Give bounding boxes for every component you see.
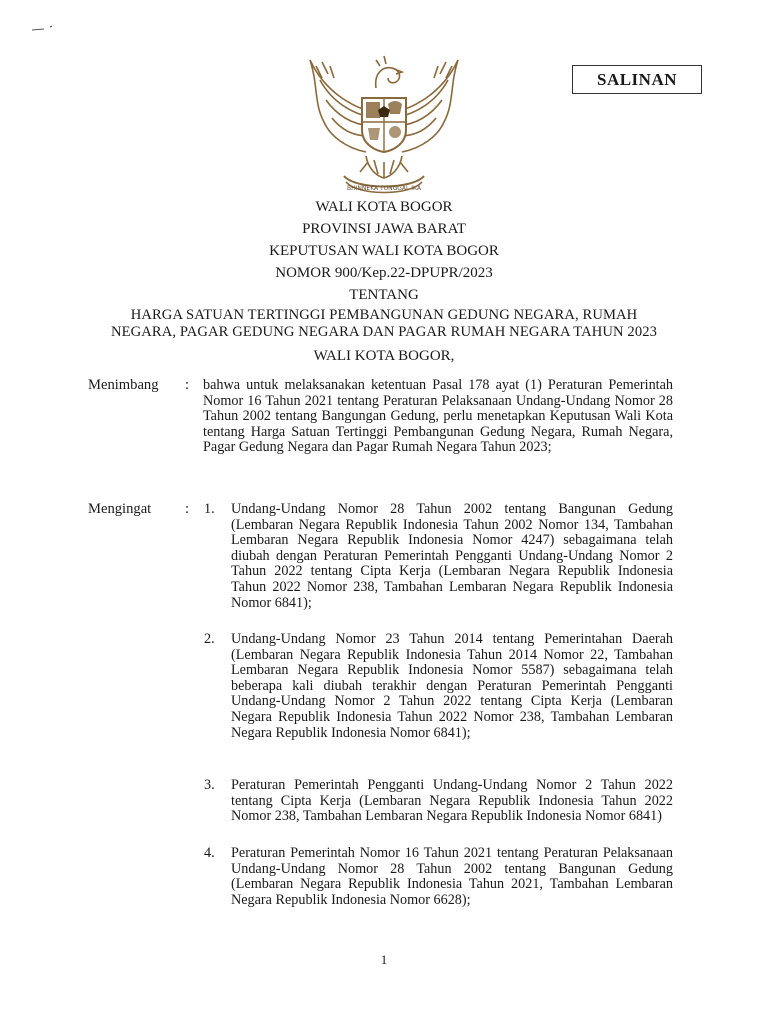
list-item-number: 3. [204,777,215,793]
header-decree: KEPUTUSAN WALI KOTA BOGOR [269,243,499,259]
menimbang-colon: : [185,377,190,393]
mengingat-colon: : [185,501,190,517]
header-about: TENTANG [349,287,419,303]
garuda-emblem-icon [296,44,472,200]
title-line-2: NEGARA, PAGAR GEDUNG NEGARA DAN PAGAR RUMAH NEGARA TAHUN 2023 [110,324,658,340]
authority-line: WALI KOTA BOGOR, [313,348,455,364]
page-number: 1 [380,952,388,967]
svg-text:BHINNEKA TUNGGAL IKA: BHINNEKA TUNGGAL IKA [347,185,421,192]
scan-speck [30,24,58,32]
list-item-number: 4. [204,845,215,861]
header-number: NOMOR 900/Kep.22-DPUPR/2023 [275,265,493,281]
list-item-text: Undang-Undang Nomor 28 Tahun 2002 tentang Bangunan Gedung (Lembaran Negara Republik Indonesia Tahun 2002 Nomor 134, Tambahan Lembaran Negara Republik Indonesia Nomor 4247) sebagaimana telah diubah dengan Peraturan Pemerintah Pengganti Undang-Undang Nomor 2 Tahun 2022 tentang Cipta Kerja (Lembaran Negara Republik Indonesia Tahun 2022 Nomor 238, Tambahan Lembaran Negara Republik Indonesia Nomor 6841); [231,501,673,611]
list-item-text: Peraturan Pemerintah Nomor 16 Tahun 2021 tentang Peraturan Pelaksanaan Undang-Undang Nomor 28 Tahun 2002 tentang Bangunan Gedung (Lembaran Negara Republik Indonesia Tahun 2021, Tambahan Lembaran Negara Republik Indonesia Nomor 6628); [231,845,673,908]
list-item-text: Peraturan Pemerintah Pengganti Undang-Undang Nomor 2 Tahun 2022 tentang Cipta Kerja (Lembaran Negara Republik Indonesia Tahun 2022 Nomor 238, Tambahan Lembaran Negara Republik Indonesia Nomor 6841) [231,777,673,825]
mengingat-label: Mengingat [88,501,152,517]
list-item-number: 2. [204,631,215,647]
header-mayor: WALI KOTA BOGOR [315,199,453,215]
menimbang-text: bahwa untuk melaksanakan ketentuan Pasal 178 ayat (1) Peraturan Pemerintah Nomor 16 Tahun 2021 tentang Peraturan Pelaksanaan Undang-Undang Nomor 28 Tahun 2002 tentang Bangungan Gedung, perlu menetapkan Keputusan Wali Kota tentang Harga Satuan Tertinggi Pembangunan Gedung Negara, Rumah Negara, Pagar Gedung Negara dan Pagar Rumah Negara Tahun 2023; [203,377,673,456]
header-province: PROVINSI JAWA BARAT [302,221,466,237]
list-item-text: Undang-Undang Nomor 23 Tahun 2014 tentang Pemerintahan Daerah (Lembaran Negara Republik Indonesia Tahun 2014 Nomor 22, Tambahan Lembaran Negara Republik Indonesia Nomor 5587) sebagaimana telah beberapa kali diubah terakhir dengan Peraturan Pemerintah Pengganti Undang-Undang Nomor 2 Tahun 2022 tentang Cipta Kerja (Lembaran Negara Republik Indonesia Tahun 2022 Nomor 238, Tambahan Lembaran Negara Republik Indonesia Nomor 6841); [231,631,673,741]
salinan-stamp: SALINAN [572,65,702,94]
menimbang-label: Menimbang [88,377,159,393]
title-line-1: HARGA SATUAN TERTINGGI PEMBANGUNAN GEDUNG NEGARA, RUMAH [130,307,638,323]
list-item-number: 1. [204,501,215,517]
